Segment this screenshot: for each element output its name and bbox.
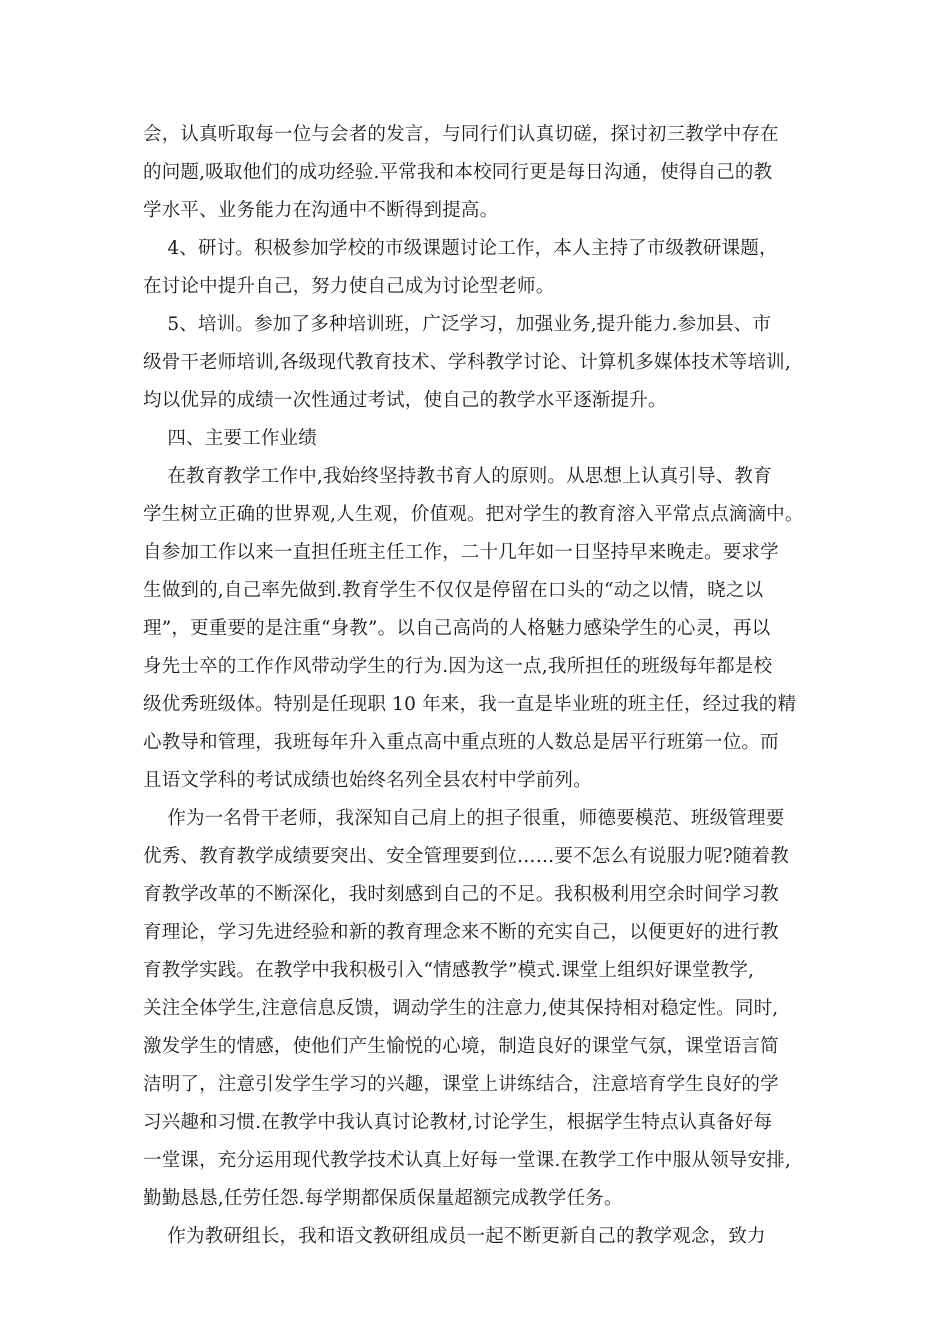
text-line: 习兴趣和习惯.在教学中我认真讨论教材,讨论学生，根据学生特点认真备好每 [143,1112,773,1133]
text-line: 作为教研组长，我和语文教研组成员一起不断更新自己的教学观念，致力 [143,1226,766,1247]
text-line: 均以优异的成绩一次性通过考试，使自己的教学水平逐渐提升。 [143,390,667,411]
text-line: 会，认真听取每一位与会者的发言，与同行们认真切磋，探讨初三教学中存在 [143,124,779,145]
text-line: 且语文学科的考试成绩也始终名列全县农村中学前列。 [143,770,592,791]
text-line: 身先士卒的工作作风带动学生的行为.因为这一点,我所担任的班级每年都是校 [143,656,773,677]
text-line: 学生树立正确的世界观,人生观，价值观。把对学生的教育溶入平常点点滴滴中。 [143,504,804,525]
text-line: 洁明了，注意引发学生学习的兴趣，课堂上讲练结合，注意培育学生良好的学 [143,1074,779,1095]
text-line: 作为一名骨干老师，我深知自己肩上的担子很重，师德要模范、班级管理要 [143,808,785,829]
text-line: 育理论，学习先进经验和新的教育理念来不断的充实自己，以便更好的进行教 [143,922,779,943]
text-line: 勤勤恳恳,任劳任怨.每学期都保质保量超额完成教学任务。 [143,1188,623,1209]
text-line: 的问题,吸取他们的成功经验.平常我和本校同行更是每日沟通，使得自己的教 [143,162,773,183]
text-line: 心教导和管理，我班每年升入重点高中重点班的人数总是居平行班第一位。而 [143,732,779,753]
text-line: 4、研讨。积极参加学校的市级课题讨论工作，本人主持了市级教研课题， [143,238,778,259]
text-line: 激发学生的情感，使他们产生愉悦的心境，制造良好的课堂气氛，课堂语言简 [143,1036,779,1057]
text-line: 理”，更重要的是注重“身教”。以自己高尚的人格魅力感染学生的心灵，再以 [143,618,771,639]
text-line: 一堂课，充分运用现代教学技术认真上好每一堂课.在教学工作中服从领导安排, [143,1150,791,1171]
text-line: 育教学实践。在教学中我积极引入“情感教学”模式.课堂上组织好课堂教学, [143,960,755,981]
text-line: 级优秀班级体。特别是任现职 10 年来，我一直是毕业班的班主任，经过我的精 [143,694,797,715]
text-line: 级骨干老师培训,各级现代教育技术、学科教学讨论、计算机多媒体技术等培训, [143,352,791,373]
text-line: 学水平、业务能力在沟通中不断得到提高。 [143,200,499,221]
text-line: 在教育教学工作中,我始终坚持教书育人的原则。从思想上认真引导、教育 [143,466,772,487]
text-line: 关注全体学生,注意信息反馈，调动学生的注意力,使其保持相对稳定性。同时, [143,998,779,1019]
text-line: 在讨论中提升自己，努力使自己成为讨论型老师。 [143,276,555,297]
text-line: 5、培训。参加了多种培训班，广泛学习，加强业务,提升能力.参加县、市 [143,314,772,335]
text-line: 育教学改革的不断深化，我时刻感到自己的不足。我积极利用空余时间学习教 [143,884,779,905]
section-heading: 四、主要工作业绩 [143,428,317,449]
text-line: 优秀、教育教学成绩要突出、安全管理要到位……要不怎么有说服力呢?随着教 [143,846,789,867]
text-line: 自参加工作以来一直担任班主任工作，二十几年如一日坚持早来晚走。要求学 [143,542,779,563]
text-line: 生做到的,自己率先做到.教育学生不仅仅是停留在口头的“动之以情，晓之以 [143,580,764,601]
